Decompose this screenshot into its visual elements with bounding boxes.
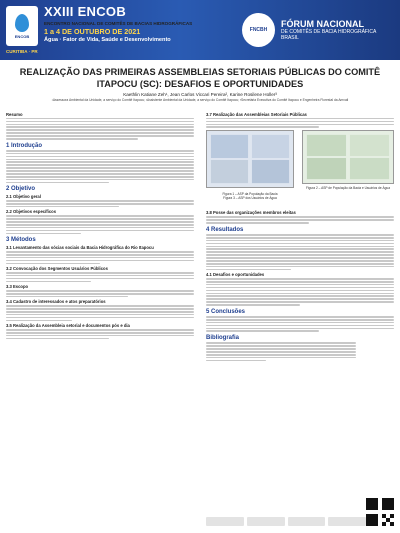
section-introduction: 1 Introdução	[6, 142, 43, 149]
methods-sub-1: 3.1 Levantamento das sócias sociais da Bacia Hidrográfica do Rio Itapocu	[6, 244, 154, 250]
section-conclusions: 5 Conclusões	[206, 308, 246, 315]
sponsor-logo	[328, 517, 366, 526]
section-bibliography: Bibliografia	[206, 335, 240, 342]
abstract-text	[6, 118, 194, 140]
forum-logo-block	[242, 8, 392, 52]
paper-authors: Kaethlin Katiane Zeh¹, Jean Carlos Viccari Pereira², Karine Rosilene Holler³	[123, 92, 277, 97]
event-subtitle: ENCONTRO NACIONAL DE COMITÊS DE BACIAS HIDROGRÁFICAS	[44, 20, 193, 26]
paper-affiliation: ¹Assessora Ambiental da Unidade, a serviço do Comitê Itapocu; ²Assistente Ambiental da Unidade, a serviço do Comitê Itapocu; ³Secretária Executiva do Comitê Itapocu e Engenheira Florestal da Amvali	[51, 98, 349, 102]
forum-title: FÓRUM NACIONAL	[281, 19, 365, 29]
objective-specific: 2.2 Objetivos específicos	[6, 208, 57, 214]
figure-1-photo	[206, 130, 294, 188]
introduction-text	[6, 150, 194, 183]
forum-subtitle: DE COMITÊS DE BACIA HIDROGRÁFICA BRASIL	[281, 29, 377, 41]
section-methods: 3 Métodos	[6, 237, 36, 244]
sponsor-logos	[206, 515, 366, 527]
abstract-heading: Resumo	[6, 111, 23, 117]
results-sub-assemblies: 3.7 Realização das Assembleias Setoriais Públicas	[206, 111, 307, 117]
encob-logo	[6, 6, 38, 46]
figure-2-caption: Figura 2 – ASP de População da Bacia e Usuários de Água	[306, 186, 390, 191]
methods-sub-3: 3.3 Escopo	[6, 283, 29, 289]
encob-logo-text: ENCOB	[14, 33, 30, 39]
sponsor-logo	[247, 517, 285, 526]
event-theme: Água · Fator de Vida, Saúde e Desenvolvimento	[44, 36, 171, 43]
methods-sub-4: 3.4 Cadastro de interessados e atos preparatórios	[6, 298, 106, 304]
section-results: 4 Resultados	[206, 226, 244, 233]
sponsor-logo	[288, 517, 326, 526]
poster-header	[0, 0, 400, 60]
methods-sub-5: 3.5 Realização da Assembleia setorial e documentos pós e dia	[6, 322, 130, 328]
results-sub-posse: 3.8 Posse das organizações membros eleitas	[206, 210, 296, 216]
event-city: CURITIBA · PR	[6, 49, 38, 54]
event-title: XXIII ENCOB	[44, 4, 127, 19]
bibliography-text	[206, 342, 356, 361]
right-column	[206, 110, 394, 363]
left-column	[6, 110, 194, 341]
figure-3-caption: Figura 3 – ASP dos Usuários de Água	[223, 196, 277, 201]
results-sub-challenges: 4.1 Desafios e oportunidades	[206, 271, 265, 277]
water-drop-icon	[15, 14, 29, 32]
figure-2-photo	[302, 130, 394, 184]
event-date: 1 a 4 DE OUTUBRO DE 2021	[44, 26, 141, 36]
conclusions-text	[206, 316, 394, 332]
section-objective: 2 Objetivo	[6, 186, 36, 193]
event-title-block	[44, 4, 194, 43]
objective-general: 2.1 Objetivo geral	[6, 193, 41, 199]
forum-logo-icon: FNCBH	[242, 13, 275, 47]
sponsor-logo	[206, 517, 244, 526]
methods-sub-2: 3.2 Convocação dos Segmentos Usuários Públicos	[6, 265, 108, 271]
figures-block	[206, 130, 394, 208]
figure-1-caption: Figura 1 – ASP da População da Bacia	[222, 192, 278, 197]
qr-code-icon	[366, 498, 394, 526]
results-text	[206, 234, 394, 270]
paper-title: REALIZAÇÃO DAS PRIMEIRAS ASSEMBLEIAS SETORIAIS PÚBLICAS DO COMITÊ ITAPOCU (SC): DESAFIOS E OPORTUNIDADES	[19, 67, 381, 89]
